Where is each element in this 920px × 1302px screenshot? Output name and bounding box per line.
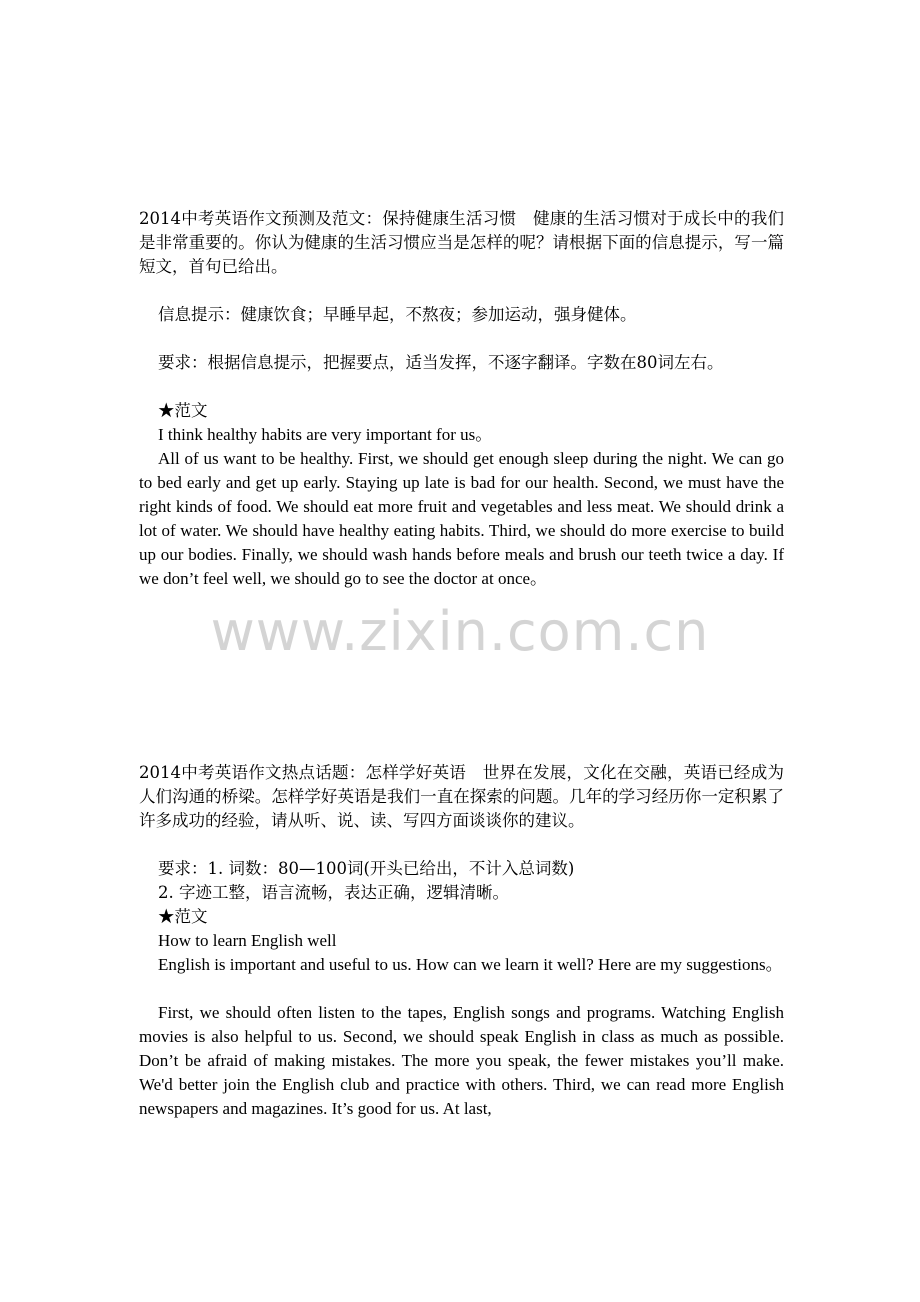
article2-body: First, we should often listen to the tapes, English songs and programs. Watching English movies is also helpful to us. Second, we should speak English in class as much as possible. Don’t be afraid of making mistakes. The more you speak, the fewer mistakes you’ll make. We'd better join the English club and practice with others. Third, we can read more English newspapers and magazines. It’s good for us. At last, xyxy=(139,1003,784,1118)
article1-first-sentence: I think healthy habits are very important for us。 xyxy=(158,425,493,444)
article2-intro: English is important and useful to us. How can we learn it well? Here are my suggestions。 xyxy=(158,955,783,974)
article2-requirement-2: 2. 字迹工整，语言流畅，表达正确，逻辑清晰。 xyxy=(158,883,509,902)
article1-heading: 2014中考英语作文预测及范文：保持健康生活习惯 健康的生活习惯对于成长中的我们是非常重要的。你认为健康的生活习惯应当是怎样的呢？请根据下面的信息提示，写一篇短文，首句已给出。 xyxy=(139,209,784,276)
article1-info-hints: 信息提示：健康饮食；早睡早起，不熬夜；参加运动，强身健体。 xyxy=(158,305,637,324)
article1-body: All of us want to be healthy. First, we should get enough sleep during the night. We can go to bed early and get up early. Staying up late is bad for our health. Second, we must have the right kinds of food. We should eat more fruit and vegetables and less meat. We should drink a lot of water. We should have healthy eating habits. Third, we should do more exercise to build up our bodies. Finally, we should wash hands before meals and brush our teeth twice a day. If we don’t feel well, we should go to see the doctor at once。 xyxy=(139,449,784,588)
article-learn-english xyxy=(139,761,784,1121)
article2-sample-label: ★范文 xyxy=(158,907,208,926)
article1-sample-label: ★范文 xyxy=(158,401,208,420)
watermark-text: www.zixin.com.cn xyxy=(210,600,710,663)
article-healthy-habits xyxy=(139,207,784,591)
article2-heading: 2014中考英语作文热点话题：怎样学好英语 世界在发展，文化在交融，英语已经成为人们沟通的桥梁。怎样学好英语是我们一直在探索的问题。几年的学习经历你一定积累了许多成功的经验，请从听、说、读、写四方面谈谈你的建议。 xyxy=(139,763,784,830)
article1-requirement: 要求：根据信息提示，把握要点，适当发挥，不逐字翻译。字数在80词左右。 xyxy=(158,353,724,372)
article2-requirement-1: 要求：1. 词数：80—100词(开头已给出，不计入总词数) xyxy=(158,859,575,878)
article2-title: How to learn English well xyxy=(158,931,337,950)
